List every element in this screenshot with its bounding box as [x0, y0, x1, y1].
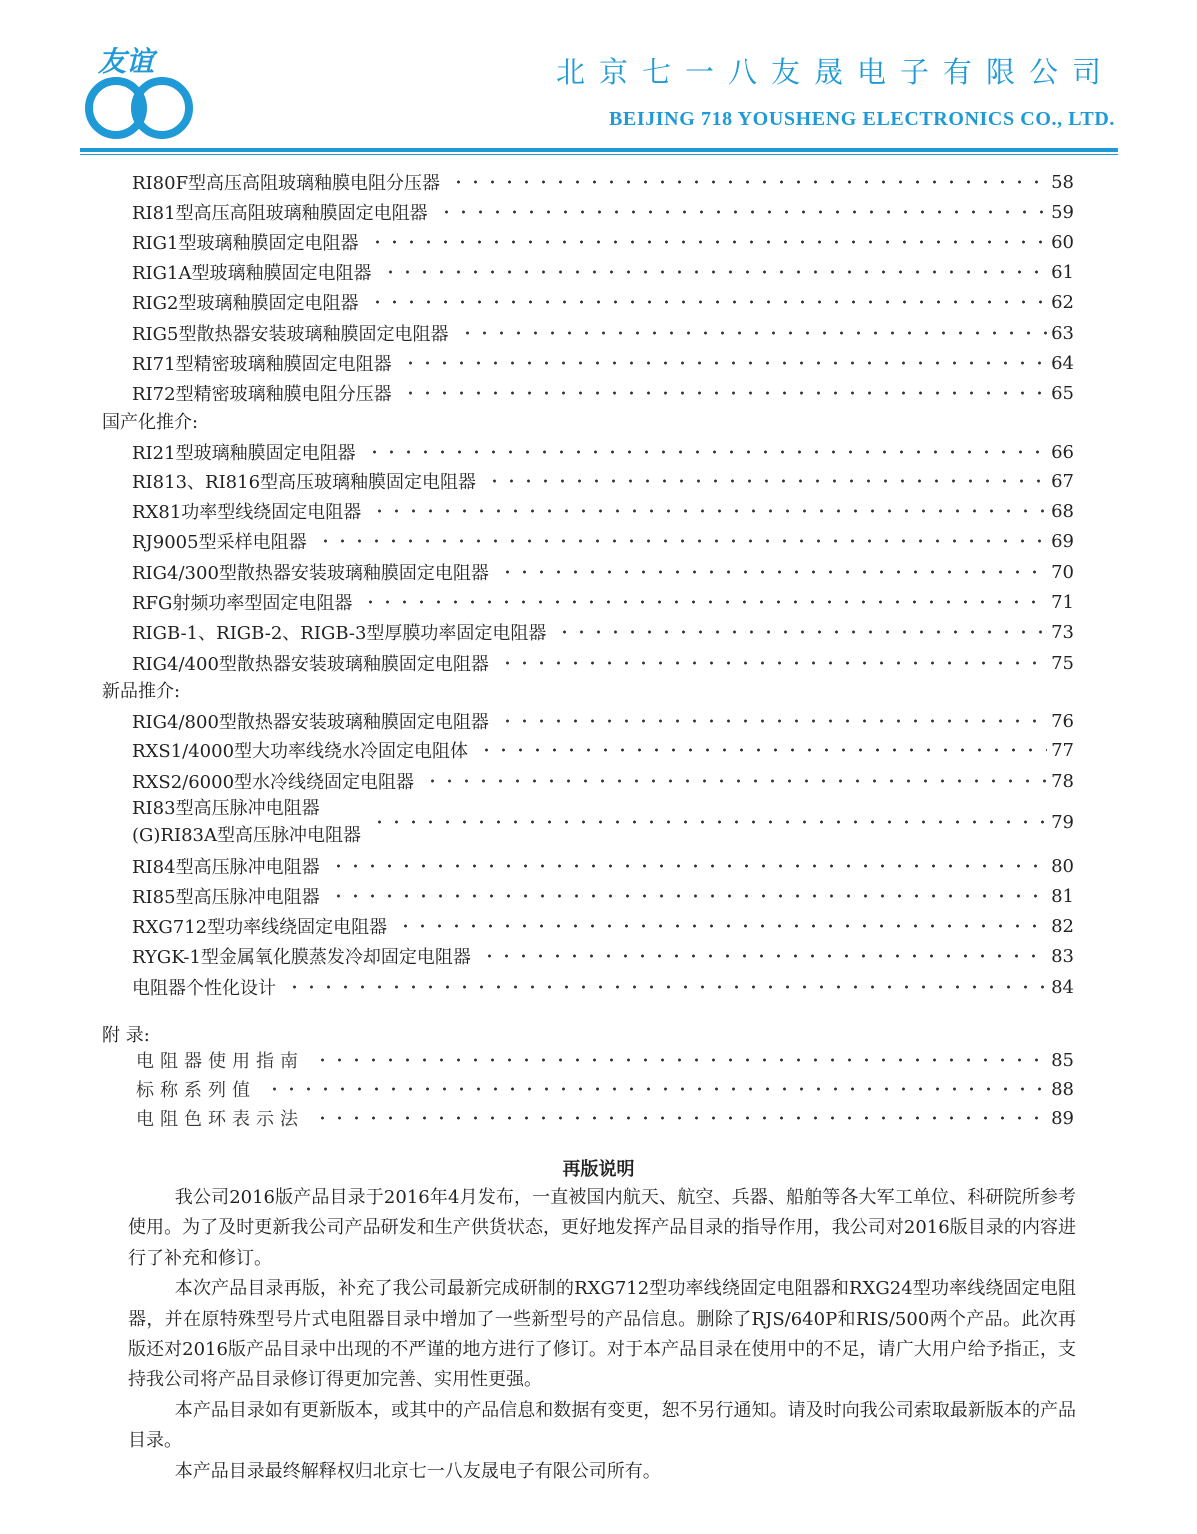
- toc-leader-dots: [481, 941, 1047, 971]
- notes-paragraph: 本产品目录如有更新版本，或其中的产品信息和数据有变更，恕不另行通知。请及时向我公司索取最新版本的产品目录。: [128, 1399, 1076, 1452]
- header-divider: [80, 148, 1118, 152]
- toc-entry-page: 64: [1051, 352, 1074, 374]
- toc-entry: [136, 1103, 1074, 1133]
- toc-entry-page: 80: [1051, 855, 1074, 877]
- toc-entry-title: RI72型精密玻璃釉膜电阻分压器: [132, 384, 392, 405]
- toc-entry: [136, 1045, 1074, 1075]
- toc-entry-title: 电阻色环表示法: [136, 1109, 304, 1130]
- toc-entry-title: RI85型高压脉冲电阻器: [132, 887, 320, 908]
- toc-entry-page: 68: [1051, 500, 1074, 522]
- toc-entry-title: RX81功率型线绕固定电阻器: [132, 502, 362, 523]
- toc-entry-title: RIG1A型玻璃釉膜固定电阻器: [132, 263, 372, 284]
- toc-entry-page: 81: [1051, 885, 1074, 907]
- notes-paragraph: 我公司2016版产品目录于2016年4月发布，一直被国内航天、航空、兵器、船舶等各大军工单位、科研院所参考使用。为了及时更新我公司产品研发和生产供货状态，更好地发挥产品目录的指导作用，我公司对2016版目录的内容进行了补充和修订。: [128, 1187, 1076, 1269]
- notes-paragraph: 本产品目录最终解释权归北京七一八友晟电子有限公司所有。: [174, 1460, 661, 1482]
- reprint-notes-title: 再版说明: [562, 1159, 635, 1180]
- toc-entry-title: RI71型精密玻璃釉膜固定电阻器: [132, 354, 392, 375]
- toc-entry-page: 89: [1051, 1107, 1074, 1129]
- toc-entry: [132, 197, 1074, 227]
- toc-entry: [132, 941, 1074, 971]
- toc-entry-title: RIG5型散热器安装玻璃釉膜固定电阻器: [132, 324, 449, 345]
- toc-entry: [132, 257, 1074, 287]
- toc-entry-page: 79: [1051, 811, 1074, 833]
- toc-entry-page: 88: [1051, 1078, 1074, 1100]
- company-name-en: BEIJING 718 YOUSHENG ELECTRONICS CO., LTD.: [608, 108, 1115, 130]
- toc-entry-title: RI83型高压脉冲电阻器: [132, 798, 320, 819]
- toc-leader-dots: [499, 557, 1047, 587]
- toc-entry-page: 58: [1051, 171, 1074, 193]
- toc-entry-page: 63: [1051, 322, 1074, 344]
- toc-leader-dots: [499, 706, 1047, 736]
- section-heading-new: 新品推介:: [102, 681, 181, 702]
- toc-entry: [132, 587, 1074, 617]
- toc-leader-dots: [382, 257, 1048, 287]
- toc-leader-dots: [330, 851, 1048, 881]
- toc-leader-dots: [424, 766, 1047, 796]
- toc-leader-dots: [402, 378, 1048, 408]
- toc-entry-title: RXG712型功率线绕固定电阻器: [132, 917, 388, 938]
- header-divider-thin: [80, 154, 1118, 155]
- toc-entry-page: 76: [1051, 710, 1074, 732]
- toc-entry-title: RIG4/300型散热器安装玻璃釉膜固定电阻器: [132, 563, 489, 584]
- toc-entry-title: 电阻器个性化设计: [132, 978, 276, 999]
- toc-entry: [132, 972, 1074, 1002]
- toc-entry-title: RI84型高压脉冲电阻器: [132, 857, 320, 878]
- toc-leader-dots: [371, 496, 1047, 526]
- toc-entry-title: RXS2/6000型水冷线绕固定电阻器: [132, 772, 415, 793]
- toc-entry-title: RI813、RI816型高压玻璃釉膜固定电阻器: [132, 472, 477, 493]
- toc-leader-dots: [499, 648, 1047, 678]
- toc-entry: [132, 167, 1074, 197]
- toc-entry-title: RIGB-1、RIGB-2、RIGB-3型厚膜功率固定电阻器: [132, 623, 547, 644]
- toc-entry-page: 77: [1051, 739, 1074, 761]
- toc-entry: [132, 617, 1074, 647]
- toc-entry: [132, 496, 1074, 526]
- section-heading-domestic: 国产化推介:: [102, 412, 199, 433]
- toc-entry-page: 69: [1051, 530, 1074, 552]
- toc-entry-title: RJ9005型采样电阻器: [132, 532, 307, 553]
- toc-entry: [132, 348, 1074, 378]
- toc-entry: [132, 735, 1074, 765]
- toc-entry: [132, 466, 1074, 496]
- toc-entry-page: 67: [1051, 470, 1074, 492]
- toc-entry-titles: [132, 795, 367, 849]
- toc-leader-dots: [438, 197, 1048, 227]
- toc-entry: [132, 526, 1074, 556]
- toc-entry-title: RIG1型玻璃釉膜固定电阻器: [132, 233, 359, 254]
- toc-entry-title: 电阻器使用指南: [136, 1051, 304, 1072]
- toc-leader-dots: [369, 287, 1048, 317]
- toc-entry-page: 65: [1051, 382, 1074, 404]
- toc-entry-title: RIG4/800型散热器安装玻璃釉膜固定电阻器: [132, 712, 489, 733]
- toc-entry-title: RYGK-1型金属氧化膜蒸发冷却固定电阻器: [132, 947, 471, 968]
- toc-entry-title: RIG4/400型散热器安装玻璃釉膜固定电阻器: [132, 654, 489, 675]
- toc-entry: [132, 911, 1074, 941]
- toc-leader-dots: [317, 526, 1048, 556]
- toc-entry-page: 59: [1051, 201, 1074, 223]
- page-header: [0, 0, 1197, 160]
- toc-leader-dots: [459, 318, 1048, 348]
- toc-entry: [132, 437, 1074, 467]
- toc-entry: [136, 1074, 1074, 1104]
- toc-entry-page: 75: [1051, 652, 1074, 674]
- toc-entry-title: RIG2型玻璃釉膜固定电阻器: [132, 293, 359, 314]
- toc-entry: [132, 287, 1074, 317]
- toc-entry-page: 84: [1051, 976, 1074, 998]
- company-name-cn: 北京七一八友晟电子有限公司: [555, 55, 1115, 89]
- toc-leader-dots: [366, 437, 1048, 467]
- toc-leader-dots: [556, 617, 1047, 647]
- toc-leader-dots: [330, 881, 1048, 911]
- toc-leader-dots: [369, 227, 1048, 257]
- toc-leader-dots: [362, 587, 1047, 617]
- toc-entry: [132, 766, 1074, 796]
- toc-entry-page: 61: [1051, 261, 1074, 283]
- toc-entry-page: 66: [1051, 441, 1074, 463]
- toc-entry: [132, 851, 1074, 881]
- toc-entry-page: 85: [1051, 1049, 1074, 1071]
- toc-entry-title: 标称系列值: [136, 1080, 256, 1101]
- toc-entry: [132, 318, 1074, 348]
- toc-entry-title: RXS1/4000型大功率线绕水冷固定电阻体: [132, 741, 469, 762]
- reprint-notes-body: [128, 1183, 1076, 1487]
- toc-entry-title: RI81型高压高阻玻璃釉膜固定电阻器: [132, 203, 428, 224]
- toc-leader-dots: [397, 911, 1047, 941]
- toc-entry: [132, 227, 1074, 257]
- toc-entry-title: RI80F型高压高阻玻璃釉膜电阻分压器: [132, 173, 441, 194]
- toc-leader-dots: [314, 1103, 1047, 1133]
- toc-leader-dots: [486, 466, 1047, 496]
- toc-entry-page: 60: [1051, 231, 1074, 253]
- toc-leader-dots: [286, 972, 1047, 1002]
- toc-leader-dots: [371, 807, 1047, 837]
- toc-entry-page: 78: [1051, 770, 1074, 792]
- toc-entry-page: 82: [1051, 915, 1074, 937]
- toc-entry-double: [132, 794, 1074, 850]
- notes-paragraph: 本次产品目录再版，补充了我公司最新完成研制的RXG712型功率线绕固定电阻器和RXG24型功率线绕固定电阻器，并在原特殊型号片式电阻器目录中增加了一些新型号的产品信息。删除了RJS/640P和RIS/500两个产品。此次再版还对2016版产品目录中出现的不严谨的地方进行了修订。对于本产品目录在使用中的不足，请广大用户给予指正，支持我公司将产品目录修订得更加完善、实用性更强。: [128, 1278, 1076, 1391]
- toc-leader-dots: [450, 167, 1047, 197]
- toc-entry-page: 62: [1051, 291, 1074, 313]
- toc-leader-dots: [266, 1074, 1047, 1104]
- toc-entry: [132, 378, 1074, 408]
- toc-leader-dots: [314, 1045, 1047, 1075]
- logo-text: 友谊: [98, 45, 155, 78]
- toc-entry-title: (G)RI83A型高压脉冲电阻器: [132, 825, 361, 846]
- toc-entry-page: 83: [1051, 945, 1074, 967]
- toc-leader-dots: [402, 348, 1048, 378]
- logo-rings-icon: [84, 76, 194, 140]
- toc-entry-page: 73: [1051, 621, 1074, 643]
- toc-leader-dots: [478, 735, 1047, 765]
- toc-entry: [132, 881, 1074, 911]
- toc-entry-title: RFG射频功率型固定电阻器: [132, 593, 353, 614]
- toc-entry-page: 70: [1051, 561, 1074, 583]
- toc-entry: [132, 706, 1074, 736]
- toc-entry: [132, 557, 1074, 587]
- section-heading-appendix: 附 录:: [102, 1025, 150, 1046]
- toc-entry-title: RI21型玻璃釉膜固定电阻器: [132, 443, 356, 464]
- toc-entry: [132, 648, 1074, 678]
- toc-entry-page: 71: [1051, 591, 1074, 613]
